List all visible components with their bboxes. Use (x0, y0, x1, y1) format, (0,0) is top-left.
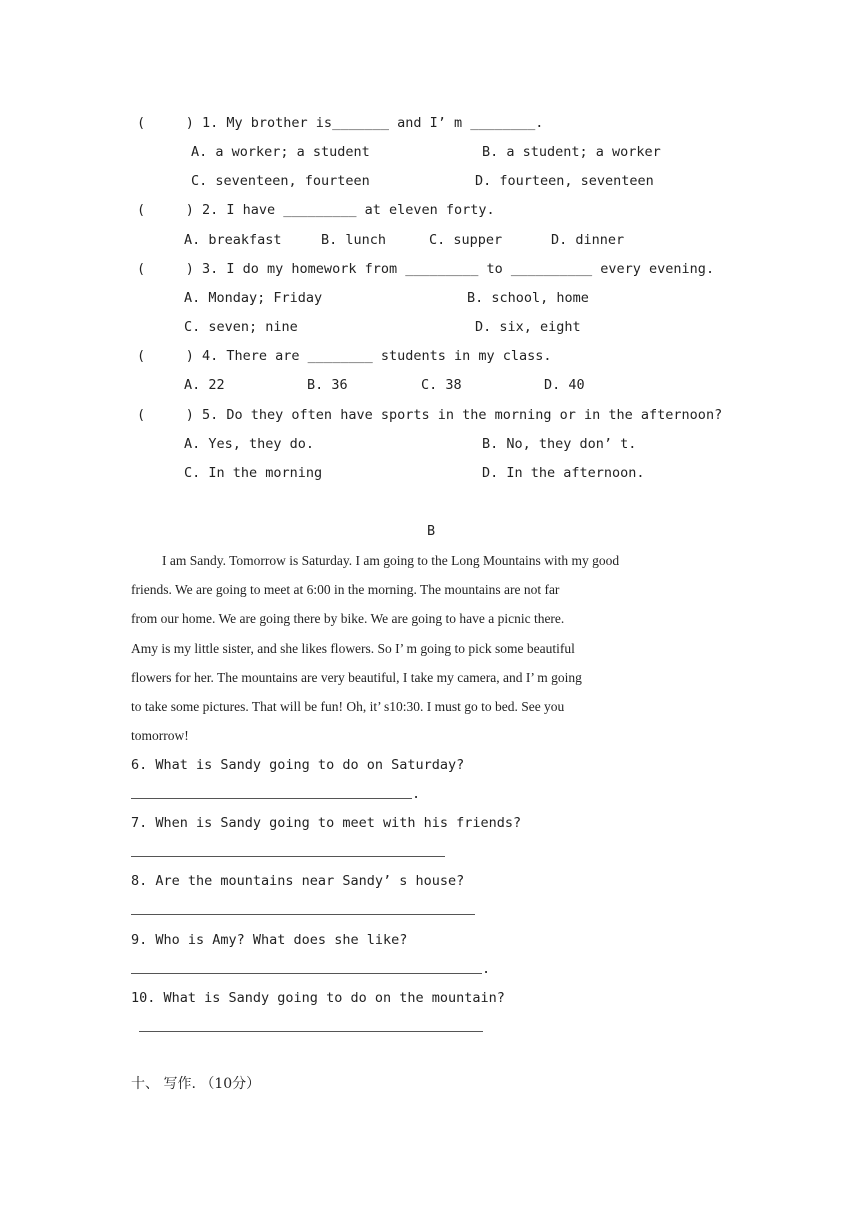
answer-line-7[interactable] (131, 856, 445, 857)
q2-option-b: B. lunch (321, 232, 387, 248)
answer-line-6[interactable] (131, 798, 412, 799)
q4-option-b: B. 36 (307, 377, 348, 393)
section-b-heading: B (427, 523, 436, 539)
q1-option-d: D. fourteen, seventeen (475, 173, 654, 189)
q5-option-a: A. Yes, they do. (184, 436, 315, 452)
answer-line-10[interactable] (139, 1031, 483, 1032)
question-2: ( ) 2. I have _________ at eleven forty. (137, 202, 495, 218)
question-4: ( ) 4. There are ________ students in my class. (137, 348, 552, 364)
q4-option-a: A. 22 (184, 377, 225, 393)
answer-line-9[interactable] (131, 973, 482, 974)
answer-6-period: . (412, 786, 421, 802)
q3-option-a: A. Monday; Friday (184, 290, 323, 306)
q4-option-c: C. 38 (421, 377, 462, 393)
reading-passage (131, 546, 733, 750)
passage-line: Amy is my little sister, and she likes flowers. So I’ m going to pick some beautiful (131, 640, 575, 656)
q2-option-d: D. dinner (551, 232, 625, 248)
question-9: 9. Who is Amy? What does she like? (131, 932, 408, 948)
q1-option-c: C. seventeen, fourteen (191, 173, 370, 189)
q1-option-b: B. a student; a worker (482, 144, 661, 160)
passage-line: to take some pictures. That will be fun! Oh, it’ s10:30. I must go to bed. See you (131, 699, 565, 715)
passage-line: flowers for her. The mountains are very beautiful, I take my camera, and I’ m going (131, 669, 582, 685)
question-3: ( ) 3. I do my homework from _________ to __________ every evening. (137, 261, 715, 277)
q5-option-d: D. In the afternoon. (482, 465, 645, 481)
passage-line: tomorrow! (131, 728, 189, 744)
question-5: ( ) 5. Do they often have sports in the morning or in the afternoon? (137, 407, 723, 423)
q5-option-c: C. In the morning (184, 465, 323, 481)
answer-line-8[interactable] (131, 914, 475, 915)
question-6: 6. What is Sandy going to do on Saturday? (131, 757, 465, 773)
question-7: 7. When is Sandy going to meet with his friends? (131, 815, 522, 831)
question-10: 10. What is Sandy going to do on the mountain? (131, 990, 505, 1006)
writing-section-heading: 十、 写作. （10分） (131, 1076, 261, 1092)
passage-line: friends. We are going to meet at 6:00 in the morning. The mountains are not far (131, 582, 560, 598)
q3-option-c: C. seven; nine (184, 319, 298, 335)
q2-option-c: C. supper (429, 232, 503, 248)
passage-line: I am Sandy. Tomorrow is Saturday. I am going to the Long Mountains with my good (162, 553, 620, 568)
q4-option-d: D. 40 (544, 377, 585, 393)
q1-option-a: A. a worker; a student (191, 144, 370, 160)
q2-option-a: A. breakfast (184, 232, 282, 248)
question-8: 8. Are the mountains near Sandy’ s house? (131, 873, 465, 889)
passage-line: from our home. We are going there by bike. We are going to have a picnic there. (131, 611, 565, 627)
question-1: ( ) 1. My brother is_______ and I’ m ________. (137, 115, 544, 131)
q3-option-d: D. six, eight (475, 319, 581, 335)
q5-option-b: B. No, they don’ t. (482, 436, 637, 452)
q3-option-b: B. school, home (467, 290, 589, 306)
answer-9-period: . (482, 961, 491, 977)
